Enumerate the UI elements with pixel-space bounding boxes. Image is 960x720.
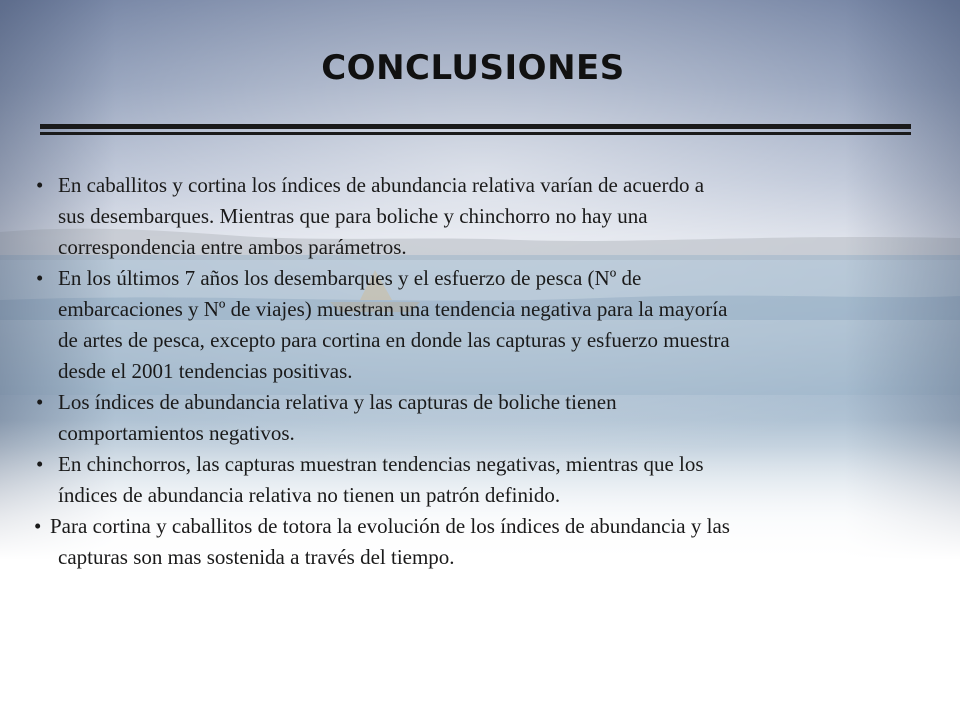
bullet-text-line: embarcaciones y Nº de viajes) muestran una tendencia negativa para la mayoría	[58, 297, 728, 321]
bullet-list	[0, 170, 960, 573]
bullet-item	[0, 263, 960, 387]
bullet-text-line: comportamientos negativos.	[58, 421, 295, 445]
bullet-text-line: desde el 2001 tendencias positivas.	[58, 359, 353, 383]
bullet-dot: •	[36, 173, 44, 197]
bullet-text-line: de artes de pesca, excepto para cortina en donde las capturas y esfuerzo muestra	[58, 328, 730, 352]
bullet-item	[0, 387, 960, 449]
bullet-text-line: índices de abundancia relativa no tienen un patrón definido.	[58, 483, 561, 507]
bullet-text-line: En chinchorros, las capturas muestran tendencias negativas, mientras que los	[58, 452, 704, 476]
bullet-dot: •	[36, 452, 44, 476]
title-divider-thin	[40, 132, 911, 135]
bullet-item	[0, 449, 960, 511]
bullet-dot: •	[36, 266, 44, 290]
bullet-text-line: Los índices de abundancia relativa y las capturas de boliche tienen	[58, 390, 617, 414]
bullet-text-line: En los últimos 7 años los desembarques y el esfuerzo de pesca (Nº de	[58, 266, 642, 290]
bullet-text-line: Para cortina y caballitos de totora la evolución de los índices de abundancia y las	[50, 514, 730, 538]
slide-title: CONCLUSIONES	[321, 48, 625, 88]
bullet-dot: •	[36, 390, 44, 414]
bullet-text-line: sus desembarques. Mientras que para boliche y chinchorro no hay una	[58, 204, 648, 228]
bullet-dot: •	[34, 514, 42, 538]
title-divider-thick	[40, 124, 911, 129]
bullet-item	[0, 511, 960, 573]
bullet-text-line: correspondencia entre ambos parámetros.	[58, 235, 407, 259]
bullet-text-line: En caballitos y cortina los índices de abundancia relativa varían de acuerdo a	[58, 173, 705, 197]
bullet-item	[0, 170, 960, 263]
bullet-text-line: capturas son mas sostenida a través del tiempo.	[58, 545, 455, 569]
